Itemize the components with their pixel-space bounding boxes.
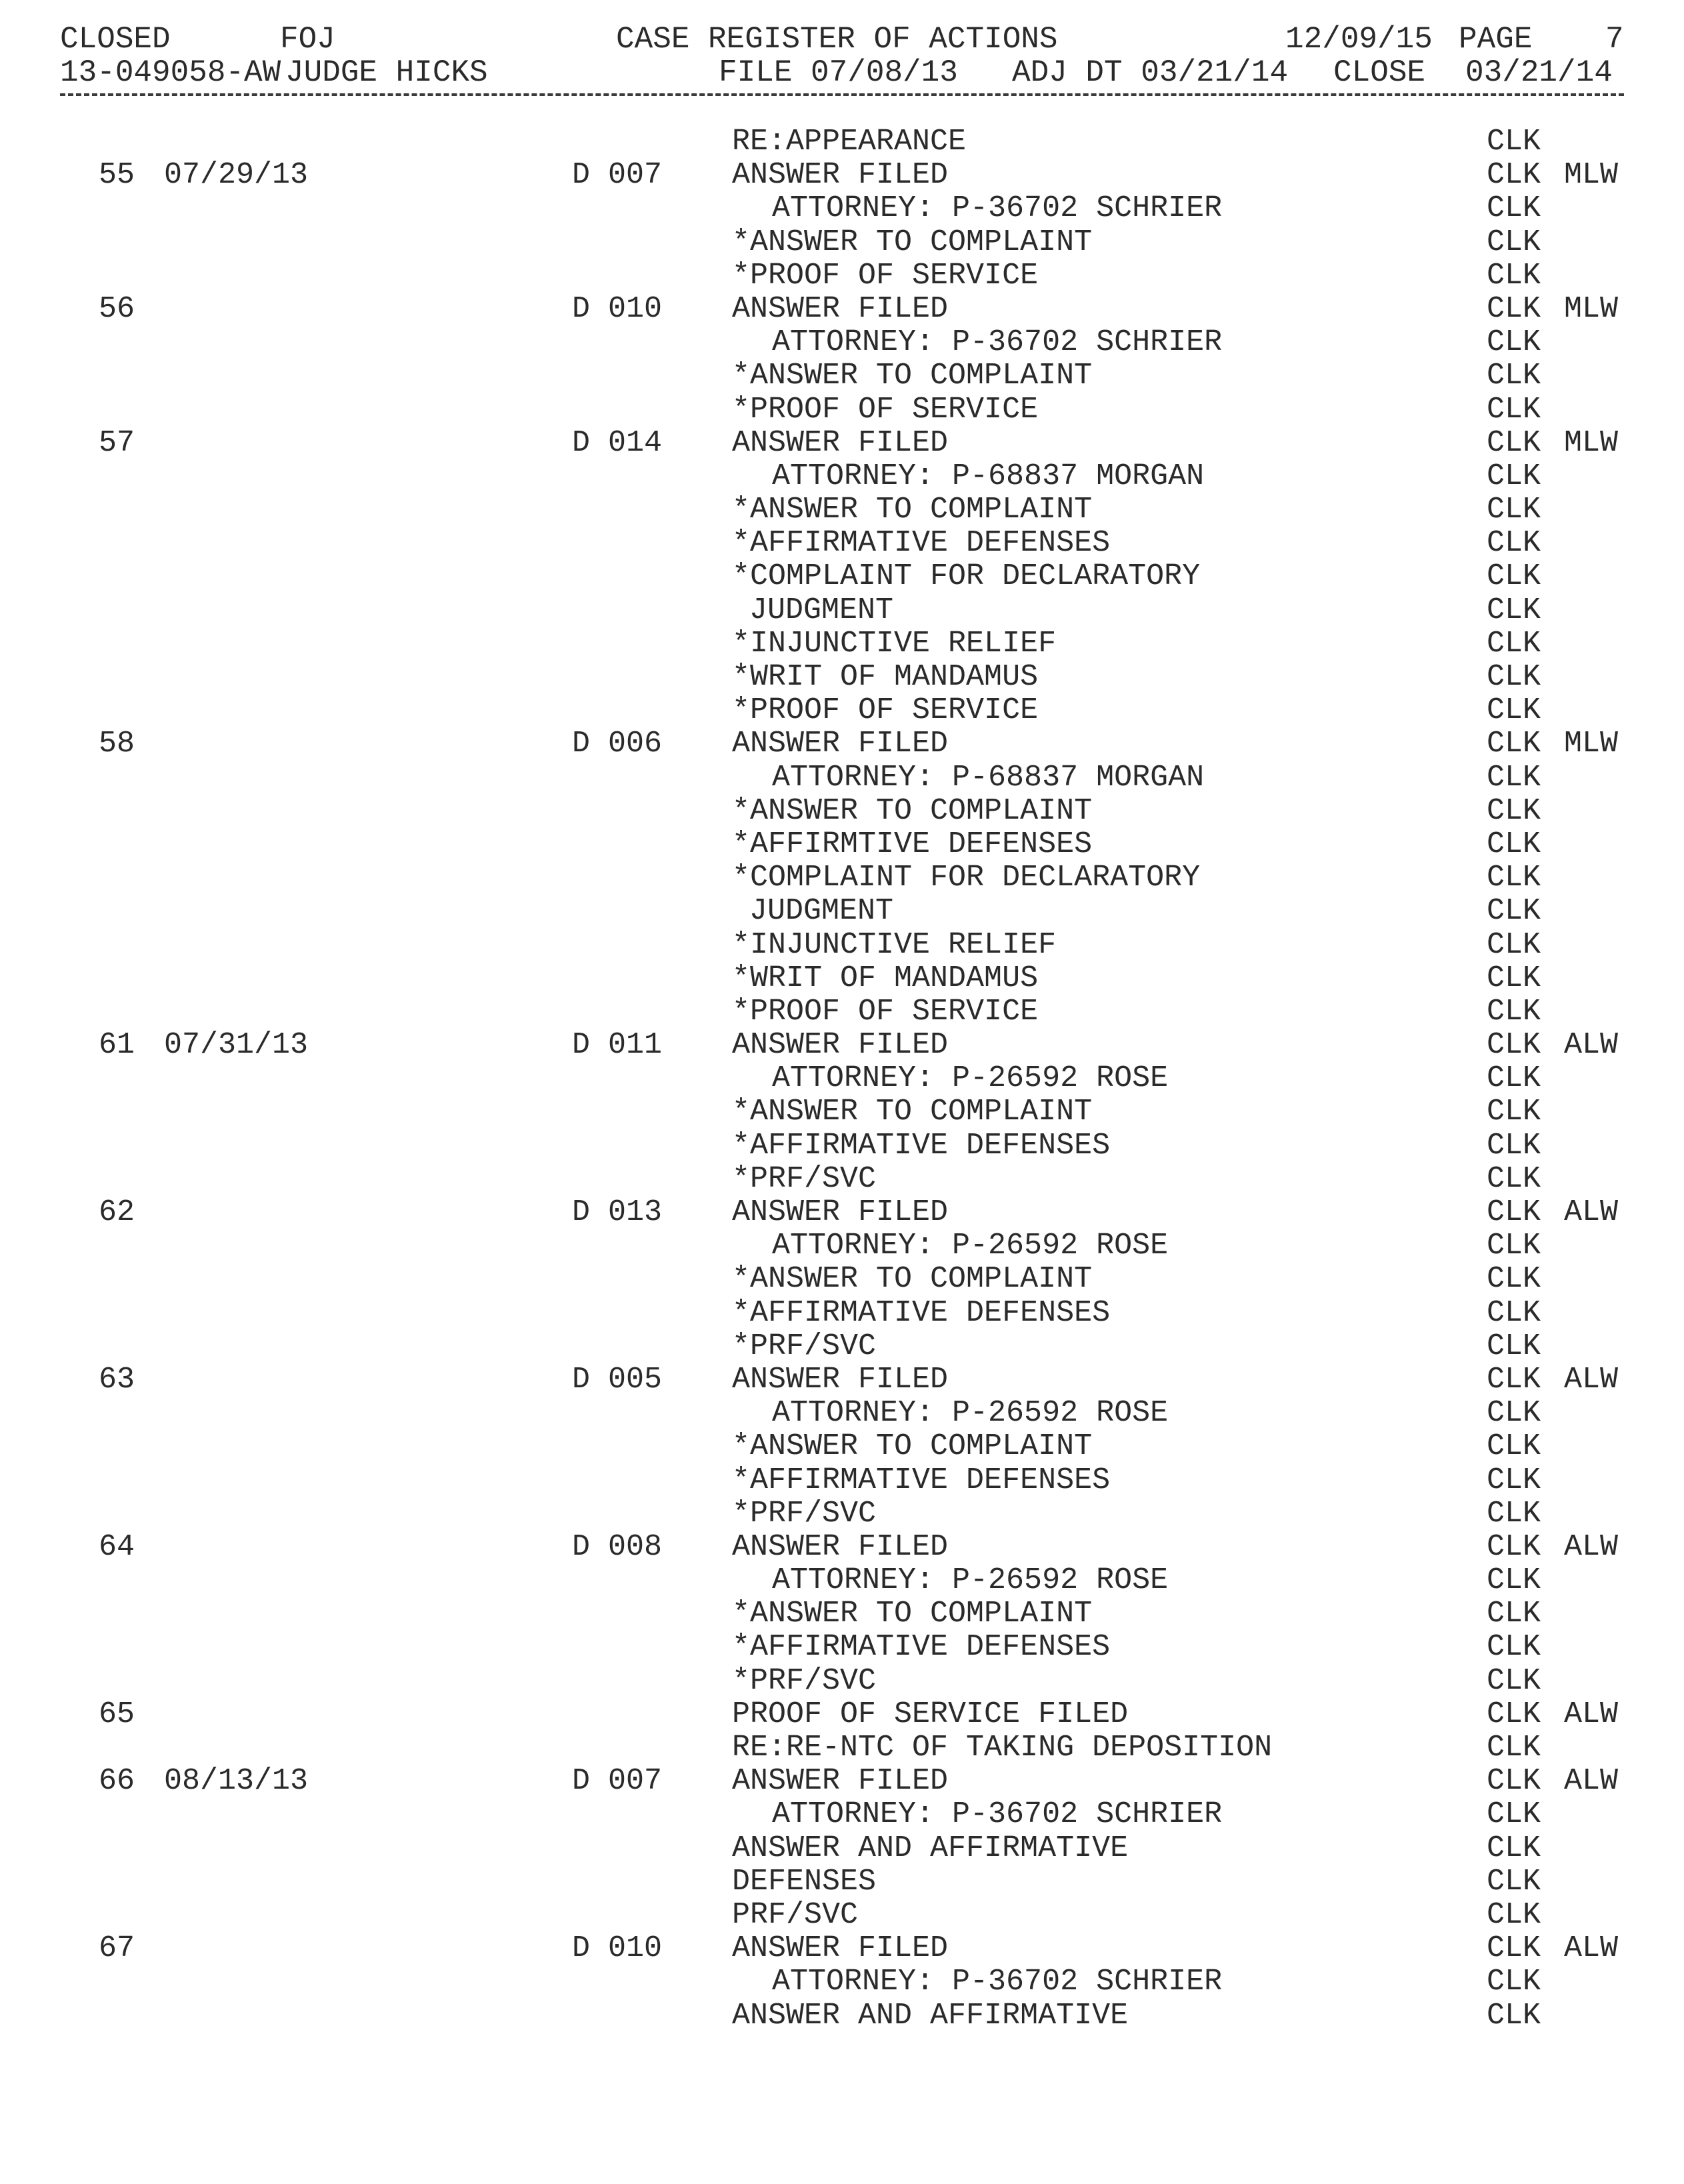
clerk-code: CLK bbox=[1487, 626, 1541, 661]
clerk-code: CLK bbox=[1487, 1731, 1541, 1765]
list-item bbox=[0, 1129, 1684, 1163]
entry-description: *ANSWER TO COMPLAINT bbox=[732, 793, 1093, 828]
party-code: D 010 bbox=[572, 291, 663, 326]
clerk-code: CLK bbox=[1487, 793, 1541, 828]
list-item bbox=[0, 627, 1684, 661]
file-date: FILE 07/08/13 bbox=[719, 55, 958, 90]
close-label: CLOSE bbox=[1333, 55, 1426, 90]
clerk-initials: ALW bbox=[1564, 1931, 1619, 1966]
clerk-code: CLK bbox=[1487, 425, 1541, 460]
party-code: D 010 bbox=[572, 1931, 663, 1966]
list-item bbox=[0, 761, 1684, 795]
entry-number: 57 bbox=[99, 425, 135, 460]
entry-description: *PRF/SVC bbox=[732, 1161, 877, 1196]
entry-description: *AFFIRMATIVE DEFENSES bbox=[732, 1630, 1111, 1665]
entry-description: *INJUNCTIVE RELIEF bbox=[732, 927, 1057, 962]
list-item bbox=[0, 226, 1684, 259]
clerk-code: CLK bbox=[1487, 593, 1541, 627]
clerk-code: CLK bbox=[1487, 1028, 1541, 1063]
clerk-initials: ALW bbox=[1564, 1362, 1619, 1397]
list-item bbox=[0, 1665, 1684, 1698]
list-item bbox=[0, 1798, 1684, 1831]
list-item bbox=[0, 1297, 1684, 1330]
list-item bbox=[0, 125, 1684, 159]
clerk-code: CLK bbox=[1487, 1998, 1541, 2033]
clerk-code: CLK bbox=[1487, 1396, 1541, 1431]
list-item bbox=[0, 1631, 1684, 1664]
list-item bbox=[0, 962, 1684, 995]
list-item bbox=[0, 1029, 1684, 1062]
list-item bbox=[0, 427, 1684, 460]
list-item bbox=[0, 694, 1684, 727]
list-item bbox=[0, 1229, 1684, 1263]
clerk-initials: ALW bbox=[1564, 1697, 1619, 1731]
list-item bbox=[0, 1865, 1684, 1899]
list-item bbox=[0, 1832, 1684, 1865]
entry-description: *ANSWER TO COMPLAINT bbox=[732, 359, 1093, 393]
entry-description: *PRF/SVC bbox=[732, 1663, 877, 1698]
party-code: D 007 bbox=[572, 1764, 663, 1799]
party-code: D 011 bbox=[572, 1028, 663, 1063]
list-item bbox=[0, 861, 1684, 895]
entry-description: *PROOF OF SERVICE bbox=[732, 258, 1039, 293]
clerk-code: CLK bbox=[1487, 125, 1541, 159]
list-item bbox=[0, 795, 1684, 828]
entry-number: 58 bbox=[99, 727, 135, 761]
entry-description: ATTORNEY: P-68837 MORGAN bbox=[772, 760, 1205, 795]
clerk-code: CLK bbox=[1487, 1697, 1541, 1731]
entry-description: ATTORNEY: P-26592 ROSE bbox=[772, 1396, 1169, 1431]
clerk-code: CLK bbox=[1487, 1095, 1541, 1129]
list-item bbox=[0, 1597, 1684, 1631]
entry-description: *ANSWER TO COMPLAINT bbox=[732, 1262, 1093, 1297]
entry-description: *AFFIRMATIVE DEFENSES bbox=[732, 1128, 1111, 1163]
clerk-code: CLK bbox=[1487, 1931, 1541, 1966]
clerk-code: CLK bbox=[1487, 158, 1541, 193]
clerk-code: CLK bbox=[1487, 727, 1541, 761]
clerk-code: CLK bbox=[1487, 1161, 1541, 1196]
clerk-code: CLK bbox=[1487, 191, 1541, 226]
page-label: PAGE bbox=[1459, 22, 1533, 57]
entry-description: *ANSWER TO COMPLAINT bbox=[732, 1095, 1093, 1129]
entry-description: *PRF/SVC bbox=[732, 1496, 877, 1531]
list-item bbox=[0, 560, 1684, 593]
entry-number: 63 bbox=[99, 1362, 135, 1397]
clerk-code: CLK bbox=[1487, 392, 1541, 427]
clerk-initials: ALW bbox=[1564, 1028, 1619, 1063]
entry-description: JUDGMENT bbox=[749, 894, 894, 929]
list-item bbox=[0, 460, 1684, 493]
header-divider bbox=[60, 93, 1624, 96]
party-code: D 006 bbox=[572, 727, 663, 761]
list-item bbox=[0, 1062, 1684, 1095]
entry-description: RE:APPEARANCE bbox=[732, 125, 967, 159]
entry-description: DEFENSES bbox=[732, 1864, 877, 1899]
party-code: D 013 bbox=[572, 1195, 663, 1229]
entry-date: 07/31/13 bbox=[164, 1028, 309, 1063]
list-item bbox=[0, 1564, 1684, 1597]
entry-description: ATTORNEY: P-68837 MORGAN bbox=[772, 459, 1205, 493]
clerk-code: CLK bbox=[1487, 660, 1541, 694]
list-item bbox=[0, 1095, 1684, 1129]
entries-list bbox=[0, 125, 1684, 2033]
clerk-initials: MLW bbox=[1564, 425, 1619, 460]
list-item bbox=[0, 293, 1684, 326]
list-item bbox=[0, 393, 1684, 427]
list-item bbox=[0, 192, 1684, 225]
entry-description: *AFFIRMTIVE DEFENSES bbox=[732, 827, 1093, 861]
entry-description: ANSWER FILED bbox=[732, 1529, 949, 1564]
list-item bbox=[0, 1397, 1684, 1430]
clerk-code: CLK bbox=[1487, 1764, 1541, 1799]
clerk-code: CLK bbox=[1487, 1529, 1541, 1564]
entry-number: 55 bbox=[99, 158, 135, 193]
list-item bbox=[0, 159, 1684, 192]
entry-description: PRF/SVC bbox=[732, 1897, 859, 1932]
entry-number: 61 bbox=[99, 1028, 135, 1063]
entry-number: 64 bbox=[99, 1529, 135, 1564]
clerk-code: CLK bbox=[1487, 258, 1541, 293]
clerk-code: CLK bbox=[1487, 559, 1541, 594]
clerk-code: CLK bbox=[1487, 1897, 1541, 1932]
list-item bbox=[0, 1765, 1684, 1798]
clerk-code: CLK bbox=[1487, 1262, 1541, 1297]
clerk-initials: MLW bbox=[1564, 158, 1619, 193]
list-item bbox=[0, 828, 1684, 861]
entry-description: *PRF/SVC bbox=[732, 1329, 877, 1363]
close-date: 03/21/14 bbox=[1465, 55, 1613, 90]
entry-date: 07/29/13 bbox=[164, 158, 309, 193]
page-number: 7 bbox=[1605, 22, 1624, 57]
entry-description: *AFFIRMATIVE DEFENSES bbox=[732, 1463, 1111, 1497]
entry-description: *INJUNCTIVE RELIEF bbox=[732, 626, 1057, 661]
list-item bbox=[0, 359, 1684, 393]
entry-description: PROOF OF SERVICE FILED bbox=[732, 1697, 1129, 1731]
clerk-code: CLK bbox=[1487, 1563, 1541, 1598]
entry-description: *ANSWER TO COMPLAINT bbox=[732, 225, 1093, 259]
entry-number: 66 bbox=[99, 1764, 135, 1799]
entry-description: *ANSWER TO COMPLAINT bbox=[732, 1597, 1093, 1631]
clerk-code: CLK bbox=[1487, 225, 1541, 259]
entry-description: *PROOF OF SERVICE bbox=[732, 392, 1039, 427]
clerk-code: CLK bbox=[1487, 1797, 1541, 1832]
clerk-code: CLK bbox=[1487, 1630, 1541, 1665]
clerk-code: CLK bbox=[1487, 1362, 1541, 1397]
entry-description: ANSWER FILED bbox=[732, 727, 949, 761]
clerk-code: CLK bbox=[1487, 1295, 1541, 1330]
adjudication-date: ADJ DT 03/21/14 bbox=[1012, 55, 1289, 90]
list-item bbox=[0, 661, 1684, 694]
entry-description: ATTORNEY: P-26592 ROSE bbox=[772, 1061, 1169, 1096]
entry-description: ANSWER FILED bbox=[732, 1764, 949, 1799]
entry-description: ATTORNEY: P-26592 ROSE bbox=[772, 1229, 1169, 1263]
entry-number: 56 bbox=[99, 291, 135, 326]
list-item bbox=[0, 1464, 1684, 1497]
party-code: D 005 bbox=[572, 1362, 663, 1397]
list-item bbox=[0, 1731, 1684, 1765]
entry-description: *PROOF OF SERVICE bbox=[732, 693, 1039, 728]
list-item bbox=[0, 1430, 1684, 1463]
party-code: D 014 bbox=[572, 425, 663, 460]
clerk-initials: ALW bbox=[1564, 1529, 1619, 1564]
entry-description: ANSWER AND AFFIRMATIVE bbox=[732, 1831, 1129, 1865]
clerk-initials: ALW bbox=[1564, 1195, 1619, 1229]
entry-description: RE:RE-NTC OF TAKING DEPOSITION bbox=[732, 1731, 1273, 1765]
list-item bbox=[0, 1330, 1684, 1363]
clerk-code: CLK bbox=[1487, 1597, 1541, 1631]
entry-description: ATTORNEY: P-36702 SCHRIER bbox=[772, 325, 1223, 360]
list-item bbox=[0, 1698, 1684, 1731]
list-item bbox=[0, 1163, 1684, 1196]
case-status: CLOSED bbox=[60, 22, 171, 57]
list-item bbox=[0, 1196, 1684, 1229]
entry-number: 65 bbox=[99, 1697, 135, 1731]
entry-description: *WRIT OF MANDAMUS bbox=[732, 660, 1039, 694]
clerk-code: CLK bbox=[1487, 526, 1541, 561]
case-number: 13-049058-AW bbox=[60, 55, 281, 90]
list-item bbox=[0, 1899, 1684, 1932]
entry-number: 62 bbox=[99, 1195, 135, 1229]
entry-description: ANSWER FILED bbox=[732, 1195, 949, 1229]
entry-description: ATTORNEY: P-36702 SCHRIER bbox=[772, 1797, 1223, 1832]
clerk-code: CLK bbox=[1487, 1229, 1541, 1263]
clerk-code: CLK bbox=[1487, 861, 1541, 895]
clerk-code: CLK bbox=[1487, 1496, 1541, 1531]
entry-description: ANSWER FILED bbox=[732, 1028, 949, 1063]
entry-description: *PROOF OF SERVICE bbox=[732, 994, 1039, 1029]
list-item bbox=[0, 929, 1684, 962]
clerk-code: CLK bbox=[1487, 1965, 1541, 1999]
list-item bbox=[0, 1531, 1684, 1564]
list-item bbox=[0, 527, 1684, 560]
clerk-code: CLK bbox=[1487, 325, 1541, 360]
entry-description: ATTORNEY: P-26592 ROSE bbox=[772, 1563, 1169, 1598]
list-item bbox=[0, 594, 1684, 627]
list-item bbox=[0, 727, 1684, 761]
clerk-code: CLK bbox=[1487, 994, 1541, 1029]
clerk-code: CLK bbox=[1487, 459, 1541, 493]
clerk-code: CLK bbox=[1487, 1463, 1541, 1497]
list-item bbox=[0, 895, 1684, 928]
entry-description: ANSWER FILED bbox=[732, 291, 949, 326]
entry-description: ANSWER FILED bbox=[732, 1362, 949, 1397]
clerk-code: CLK bbox=[1487, 693, 1541, 728]
case-type: FOJ bbox=[280, 22, 335, 57]
list-item bbox=[0, 259, 1684, 293]
entry-description: JUDGMENT bbox=[749, 593, 894, 627]
clerk-initials: ALW bbox=[1564, 1764, 1619, 1799]
clerk-code: CLK bbox=[1487, 1128, 1541, 1163]
clerk-code: CLK bbox=[1487, 359, 1541, 393]
entry-description: ANSWER AND AFFIRMATIVE bbox=[732, 1998, 1129, 2033]
clerk-code: CLK bbox=[1487, 493, 1541, 527]
list-item bbox=[0, 995, 1684, 1029]
entry-description: *COMPLAINT FOR DECLARATORY bbox=[732, 559, 1201, 594]
entry-description: ANSWER FILED bbox=[732, 425, 949, 460]
clerk-code: CLK bbox=[1487, 961, 1541, 995]
list-item bbox=[0, 493, 1684, 527]
entry-description: *AFFIRMATIVE DEFENSES bbox=[732, 526, 1111, 561]
clerk-code: CLK bbox=[1487, 1429, 1541, 1464]
list-item bbox=[0, 1363, 1684, 1397]
entry-description: ATTORNEY: P-36702 SCHRIER bbox=[772, 1965, 1223, 1999]
print-date: 12/09/15 bbox=[1285, 22, 1433, 57]
party-code: D 007 bbox=[572, 158, 663, 193]
clerk-code: CLK bbox=[1487, 760, 1541, 795]
entry-description: *ANSWER TO COMPLAINT bbox=[732, 1429, 1093, 1464]
list-item bbox=[0, 1965, 1684, 1999]
list-item bbox=[0, 1263, 1684, 1296]
entry-date: 08/13/13 bbox=[164, 1764, 309, 1799]
entry-description: *AFFIRMATIVE DEFENSES bbox=[732, 1295, 1111, 1330]
list-item bbox=[0, 1999, 1684, 2033]
clerk-initials: MLW bbox=[1564, 291, 1619, 326]
entry-description: *ANSWER TO COMPLAINT bbox=[732, 493, 1093, 527]
clerk-code: CLK bbox=[1487, 927, 1541, 962]
entry-description: ATTORNEY: P-36702 SCHRIER bbox=[772, 191, 1223, 226]
clerk-code: CLK bbox=[1487, 291, 1541, 326]
entry-number: 67 bbox=[99, 1931, 135, 1966]
clerk-code: CLK bbox=[1487, 894, 1541, 929]
list-item bbox=[0, 1932, 1684, 1965]
entry-description: *COMPLAINT FOR DECLARATORY bbox=[732, 861, 1201, 895]
clerk-code: CLK bbox=[1487, 1195, 1541, 1229]
clerk-code: CLK bbox=[1487, 1663, 1541, 1698]
clerk-code: CLK bbox=[1487, 1061, 1541, 1096]
entry-description: ANSWER FILED bbox=[732, 1931, 949, 1966]
clerk-code: CLK bbox=[1487, 1329, 1541, 1363]
judge-name: JUDGE HICKS bbox=[285, 55, 488, 90]
list-item bbox=[0, 326, 1684, 359]
register-title: CASE REGISTER OF ACTIONS bbox=[616, 22, 1058, 57]
clerk-initials: MLW bbox=[1564, 727, 1619, 761]
entry-description: *WRIT OF MANDAMUS bbox=[732, 961, 1039, 995]
entry-description: ANSWER FILED bbox=[732, 158, 949, 193]
clerk-code: CLK bbox=[1487, 827, 1541, 861]
list-item bbox=[0, 1497, 1684, 1531]
clerk-code: CLK bbox=[1487, 1831, 1541, 1865]
clerk-code: CLK bbox=[1487, 1864, 1541, 1899]
party-code: D 008 bbox=[572, 1529, 663, 1564]
